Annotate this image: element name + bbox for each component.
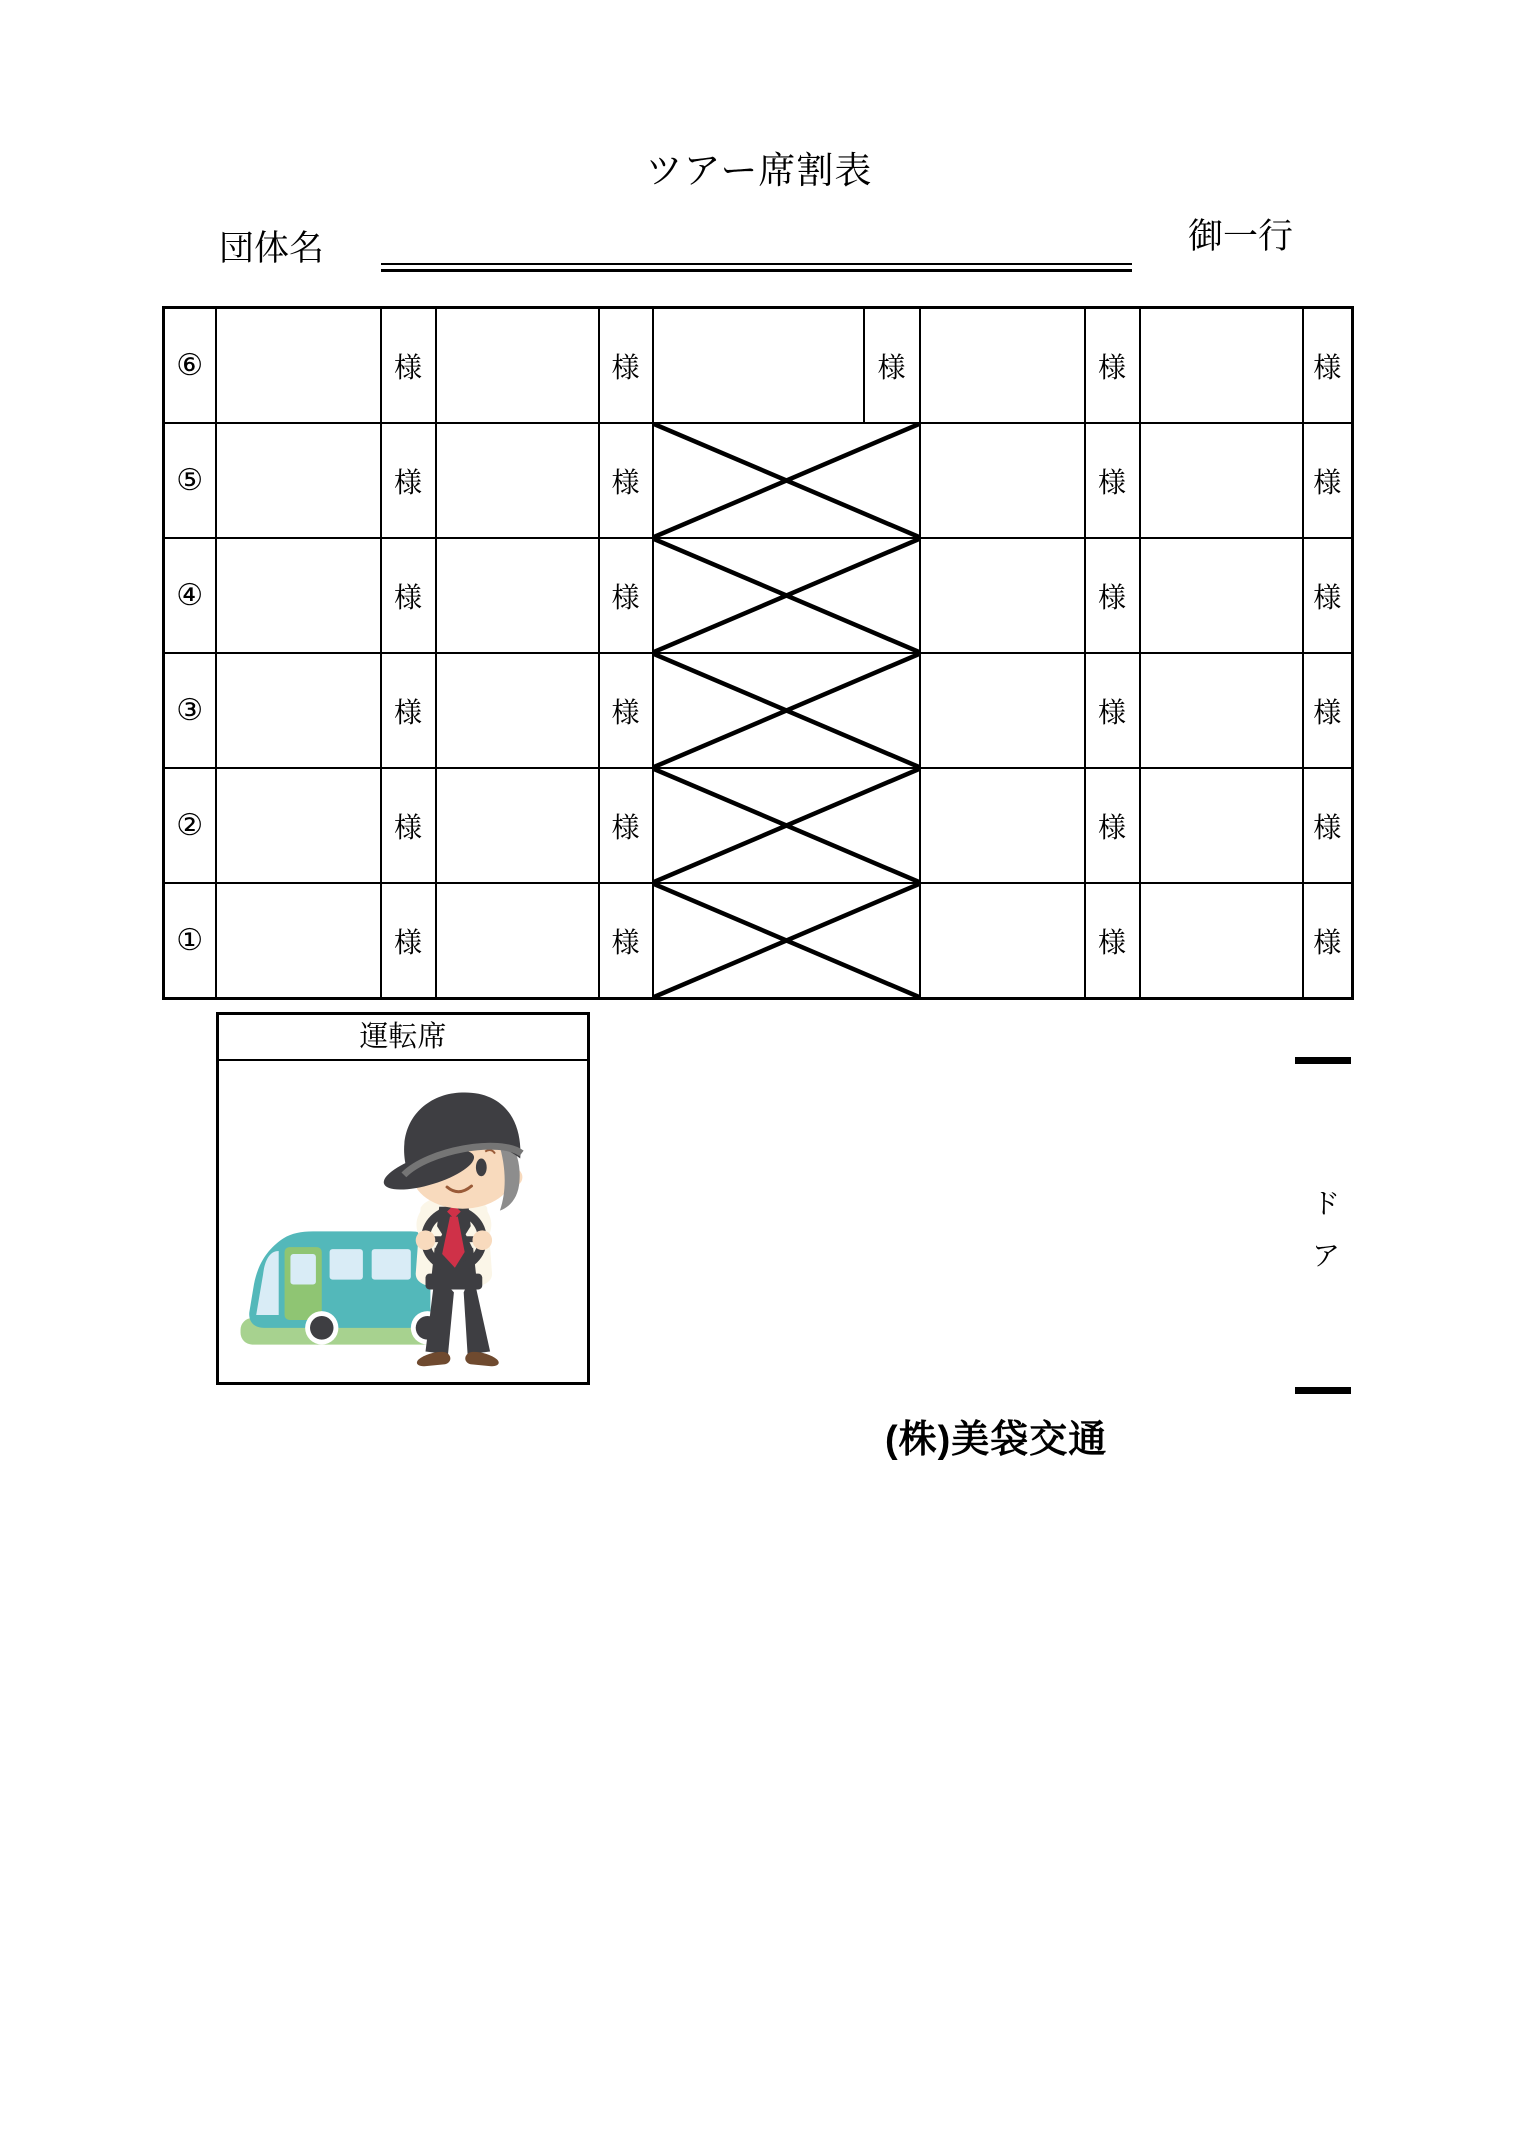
seat-row [164,768,1353,883]
passenger-name-cell[interactable] [216,423,381,538]
bus-driver-illustration [219,1061,587,1382]
seat-row-label: ② [164,768,216,883]
passenger-name-cell[interactable] [1140,538,1303,653]
honorific-cell: 様 [1303,423,1353,538]
x-mark [654,769,919,882]
crossed-out-seat-cell [653,653,920,768]
seat-row-label: ④ [164,538,216,653]
honorific-cell: 様 [381,883,436,999]
passenger-name-cell[interactable] [436,308,599,424]
door-label [1300,1178,1352,1282]
group-name-label: 団体名 [219,229,325,268]
crossed-out-seat-cell [653,423,920,538]
passenger-name-cell[interactable] [216,883,381,999]
x-mark [654,654,919,767]
honorific-cell: 様 [1085,423,1140,538]
passenger-name-cell[interactable] [920,538,1085,653]
honorific-cell: 様 [864,308,920,424]
seat-row-label: ⑥ [164,308,216,424]
crossed-out-seat-cell [653,768,920,883]
crossed-out-seat-cell [653,883,920,999]
passenger-name-cell[interactable] [436,538,599,653]
honorific-cell: 様 [599,653,653,768]
honorific-cell: 様 [1085,653,1140,768]
group-name-field-underline[interactable] [381,263,1132,272]
seating-table-body [164,308,1353,999]
door-bottom-mark [1295,1387,1351,1394]
crossed-out-seat-cell [653,538,920,653]
seat-row [164,423,1353,538]
passenger-name-cell[interactable] [653,308,864,424]
passenger-name-cell[interactable] [920,308,1085,424]
honorific-cell: 様 [1303,538,1353,653]
seating-table [162,306,1354,1000]
seat-row-label: ① [164,883,216,999]
passenger-name-cell[interactable] [920,883,1085,999]
passenger-name-cell[interactable] [1140,653,1303,768]
passenger-name-cell[interactable] [436,653,599,768]
honorific-cell: 様 [1303,308,1353,424]
door-label-char: ア [1311,1240,1340,1271]
honorific-cell: 様 [599,768,653,883]
honorific-cell: 様 [1085,768,1140,883]
honorific-cell: 様 [1085,883,1140,999]
honorific-cell: 様 [1303,883,1353,999]
x-mark [654,539,919,652]
driver-seat-box [216,1012,590,1385]
seat-row [164,883,1353,999]
passenger-name-cell[interactable] [1140,768,1303,883]
door-top-mark [1295,1057,1351,1064]
passenger-name-cell[interactable] [920,768,1085,883]
passenger-name-cell[interactable] [436,883,599,999]
honorific-cell: 様 [381,308,436,424]
seat-row [164,308,1353,424]
honorific-cell: 様 [381,423,436,538]
passenger-name-cell[interactable] [216,538,381,653]
honorific-cell: 様 [1303,653,1353,768]
passenger-name-cell[interactable] [1140,883,1303,999]
seat-row [164,538,1353,653]
honorific-cell: 様 [1085,538,1140,653]
honorific-cell: 様 [1303,768,1353,883]
driver-seat-label: 運転席 [219,1015,587,1061]
seat-row-label: ③ [164,653,216,768]
passenger-name-cell[interactable] [1140,423,1303,538]
passenger-name-cell[interactable] [216,308,381,424]
honorific-cell: 様 [599,538,653,653]
honorific-cell: 様 [599,308,653,424]
passenger-name-cell[interactable] [216,653,381,768]
party-suffix-label: 御一行 [1188,217,1294,256]
honorific-cell: 様 [381,653,436,768]
passenger-name-cell[interactable] [436,423,599,538]
honorific-cell: 様 [1085,308,1140,424]
seat-row [164,653,1353,768]
passenger-name-cell[interactable] [436,768,599,883]
door-label-char: ド [1311,1188,1340,1219]
bus-graphic [241,1231,445,1344]
honorific-cell: 様 [381,538,436,653]
x-mark [654,884,919,997]
company-name: (株)美袋交通 [885,1419,1108,1461]
honorific-cell: 様 [599,883,653,999]
honorific-cell: 様 [599,423,653,538]
x-mark [654,424,919,537]
passenger-name-cell[interactable] [216,768,381,883]
passenger-name-cell[interactable] [1140,308,1303,424]
seat-row-label: ⑤ [164,423,216,538]
honorific-cell: 様 [381,768,436,883]
passenger-name-cell[interactable] [920,653,1085,768]
page-title: ツアー席割表 [645,150,873,191]
passenger-name-cell[interactable] [920,423,1085,538]
